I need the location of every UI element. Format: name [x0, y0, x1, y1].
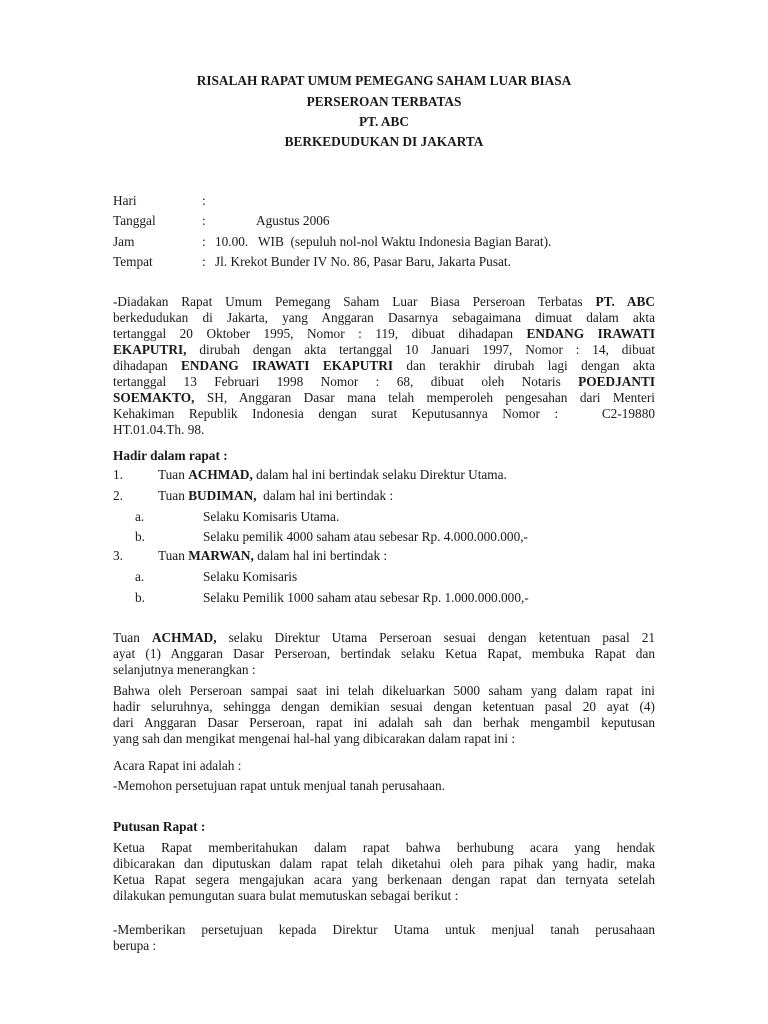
opening-line-3: selanjutnya menerangkan : [113, 662, 256, 677]
attendance-text: dalam hal ini bertindak : [256, 488, 394, 503]
intro-line-6 [113, 374, 655, 390]
attendee-name: BUDIMAN, [188, 488, 257, 503]
intro-line-7 [113, 390, 655, 406]
document-title-line-1: RISALAH RAPAT UMUM PEMEGANG SAHAM LUAR BIASA [196, 73, 572, 88]
info-label-tempat: Tempat [113, 254, 153, 269]
intro-text: tertanggal 20 Oktober 1995, Nomor : 119, dibuat dihadapan [113, 326, 527, 341]
decision-heading: Putusan Rapat : [113, 819, 206, 834]
attendance-subitem: Selaku Komisaris Utama. [203, 509, 340, 524]
document-title-line-3: PT. ABC [359, 114, 409, 129]
opening-text: selaku Direktur Utama Perseroan sesuai dengan ketentuan pasal 21 [216, 630, 655, 645]
attendance-heading: Hadir dalam rapat : [113, 448, 228, 463]
info-label-jam: Jam [113, 234, 135, 249]
attendance-num: 3. [113, 548, 123, 563]
quorum-line-1: Bahwa oleh Perseroan sampai saat ini telah dikeluarkan 5000 saham yang dalam rapat ini [113, 683, 655, 698]
attendance-subitem: Selaku Komisaris [203, 569, 298, 584]
attendance-text: dalam hal ini bertindak : [253, 548, 388, 563]
attendance-num: 1. [113, 467, 123, 482]
decision-line-3: Ketua Rapat segera mengajukan acara yang berkenaan dengan rapat dan ternyata setelah [113, 872, 655, 887]
intro-text: dirubah dengan akta tertanggal 10 Januari 1997, Nomor : 14, dibuat [186, 342, 655, 357]
intro-text: dihadapan [113, 358, 182, 373]
info-label-tanggal: Tanggal [113, 213, 156, 228]
attendance-item [158, 467, 507, 483]
opening-line-2: ayat (1) Anggaran Dasar Perseroan, bertindak selaku Ketua Rapat, membuka Rapat dan [113, 646, 655, 661]
info-value-jam: 10.00. WIB (sepuluh nol-nol Waktu Indonesia Bagian Barat). [215, 234, 552, 249]
notary-name: ENDANG IRAWATI [526, 326, 655, 341]
info-sep-tempat: : [202, 254, 206, 269]
intro-line-1 [113, 294, 655, 310]
info-label-hari: Hari [113, 193, 137, 208]
attendance-subnum: b. [135, 529, 145, 544]
intro-text: SH, Anggaran Dasar mana telah memperoleh pengesahan dari Menteri [194, 390, 655, 405]
intro-text: -Diadakan Rapat Umum Pemegang Saham Luar Biasa Perseroan Terbatas [113, 294, 596, 309]
decision-line-2: dibicarakan dan diputuskan dalam rapat telah diketahui oleh para pihak yang hadir, maka [113, 856, 655, 871]
chairman-name: ACHMAD, [151, 630, 217, 645]
info-value-tempat: Jl. Krekot Bunder IV No. 86, Pasar Baru, Jakarta Pusat. [215, 254, 511, 269]
notary-name: EKAPUTRI, [113, 342, 187, 357]
intro-line-3 [113, 326, 655, 342]
attendance-text: dalam hal ini bertindak selaku Direktur Utama. [252, 467, 507, 482]
attendance-subnum: b. [135, 590, 145, 605]
info-sep-tanggal: : [202, 213, 206, 228]
intro-line-4 [113, 342, 655, 358]
info-value-tanggal: Agustus 2006 [256, 213, 330, 228]
attendee-name: MARWAN, [188, 548, 254, 563]
attendance-subnum: a. [135, 509, 145, 524]
decision-line-1: Ketua Rapat memberitahukan dalam rapat bahwa berhubung acara yang hendak [113, 840, 655, 855]
decision-line-4: dilakukan pemungutan suara bulat memutuskan sebagai berikut : [113, 888, 459, 903]
attendee-name: ACHMAD, [188, 467, 253, 482]
intro-text: dan terakhir dirubah lagi dengan akta [393, 358, 656, 373]
quorum-line-4: yang sah dan mengikat mengenai hal-hal yang dibicarakan dalam rapat ini : [113, 731, 516, 746]
agenda-item: -Memohon persetujuan rapat untuk menjual tanah perusahaan. [113, 778, 445, 793]
attendance-text: Tuan [158, 488, 189, 503]
approval-line-1: -Memberikan persetujuan kepada Direktur Utama untuk menjual tanah perusahaan [113, 922, 655, 937]
intro-line-9: HT.01.04.Th. 98. [113, 422, 205, 437]
info-sep-hari: : [202, 193, 206, 208]
intro-text: tertanggal 13 Februari 1998 Nomor : 68, dibuat oleh Notaris [113, 374, 579, 389]
notary-name: POEDJANTI [578, 374, 655, 389]
agenda-heading: Acara Rapat ini adalah : [113, 758, 242, 773]
attendance-num: 2. [113, 488, 123, 503]
notary-name: SOEMAKTO, [113, 390, 195, 405]
info-sep-jam: : [202, 234, 206, 249]
opening-text: Tuan [113, 630, 152, 645]
quorum-line-2: hadir seluruhnya, sehingga dengan demikian sesuai dengan ketentuan pasal 20 ayat (4) [113, 699, 655, 714]
quorum-line-3: dari Anggaran Dasar Perseroan, rapat ini adalah sah dan berhak mengambil keputusan [113, 715, 655, 730]
attendance-item [158, 488, 393, 504]
intro-line-2: berkedudukan di Jakarta, yang Anggaran Dasarnya sebagaimana dimuat dalam akta [113, 310, 655, 325]
opening-line-1 [113, 630, 655, 646]
attendance-subnum: a. [135, 569, 145, 584]
intro-line-5 [113, 358, 655, 374]
attendance-text: Tuan [158, 467, 189, 482]
company-name: PT. ABC [595, 294, 655, 309]
approval-line-2: berupa : [113, 938, 157, 953]
attendance-subitem: Selaku pemilik 4000 saham atau sebesar Rp. 4.000.000.000,- [203, 529, 528, 544]
intro-line-8: Kehakiman Republik Indonesia dengan surat Keputusannya Nomor : C2-19880 [113, 406, 655, 421]
notary-name: ENDANG IRAWATI EKAPUTRI [181, 358, 394, 373]
attendance-text: Tuan [158, 548, 189, 563]
document-title-line-4: BERKEDUDUKAN DI JAKARTA [284, 134, 484, 149]
document-title-line-2: PERSEROAN TERBATAS [306, 94, 462, 109]
attendance-item [158, 548, 387, 564]
attendance-subitem: Selaku Pemilik 1000 saham atau sebesar Rp. 1.000.000.000,- [203, 590, 529, 605]
